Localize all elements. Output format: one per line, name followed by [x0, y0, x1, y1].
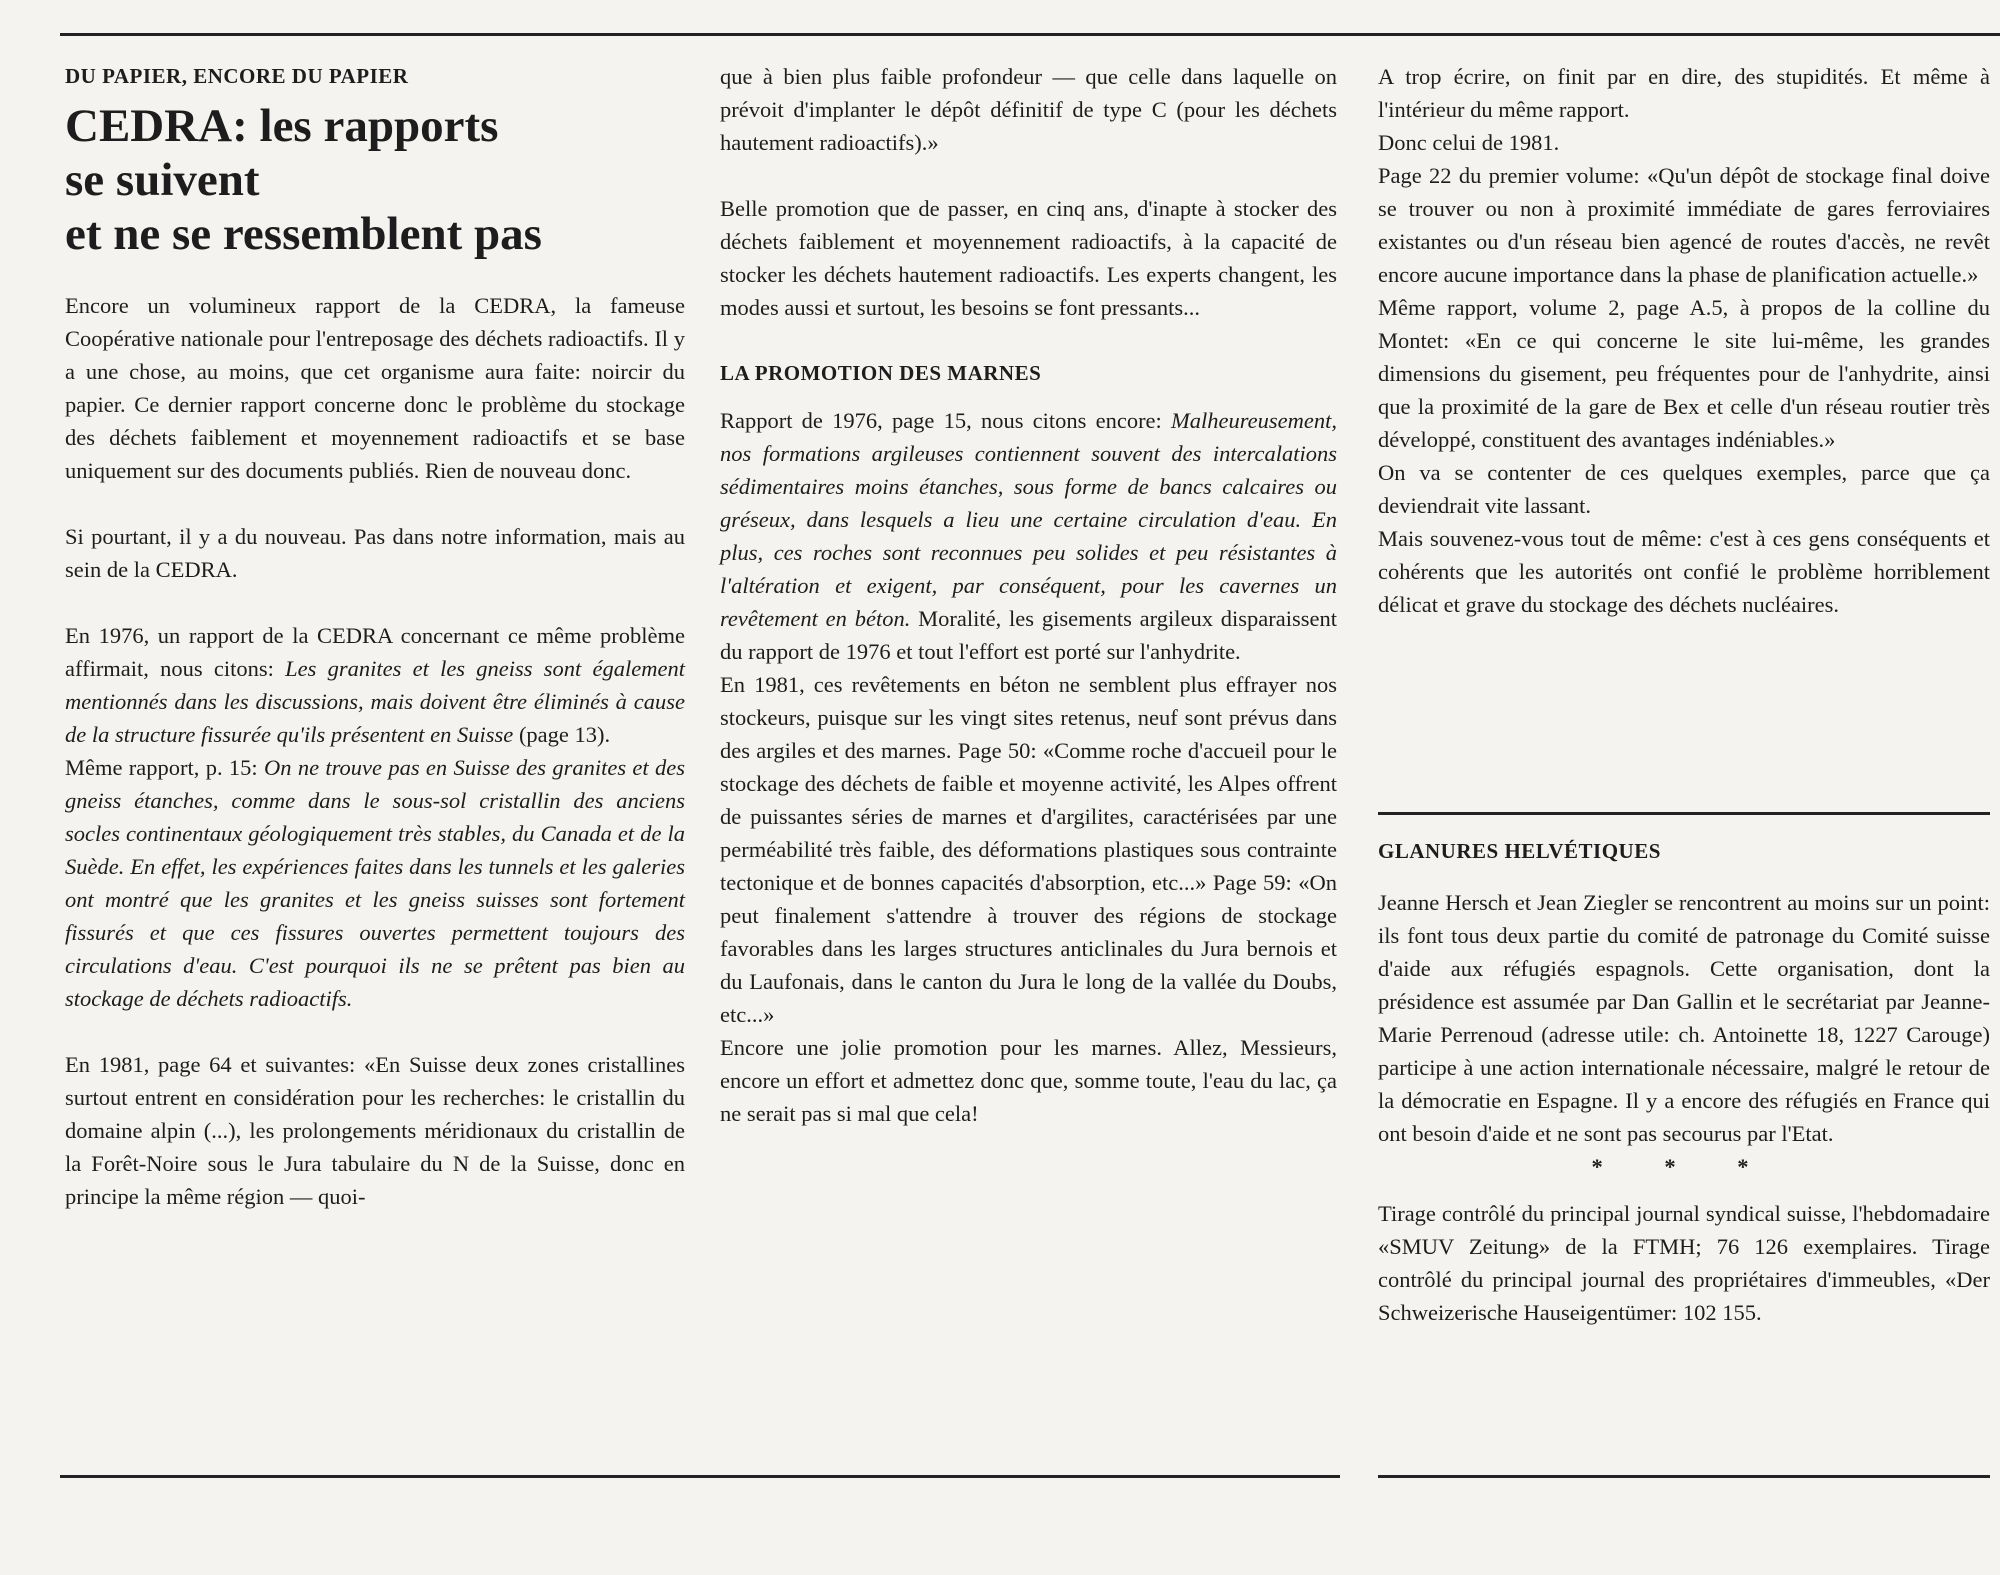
text-run: Rapport de 1976, page 15, nous citons encore:: [720, 408, 1171, 433]
paragraph: que à bien plus faible profondeur — que celle dans laquelle on prévoit d'implanter le dépôt définitif de type C (pour les déchets hautement radioactifs).»: [720, 64, 1337, 155]
headline-line: se suivent: [65, 154, 260, 206]
section-subhead: LA PROMOTION DES MARNES: [720, 361, 1042, 385]
article-column-2: [720, 60, 1337, 1130]
headline-line: CEDRA: les rapports: [65, 100, 499, 152]
bottom-rule-left: [60, 1475, 1340, 1478]
quote-italic: Les granites et les gneiss sont également mentionnés dans les discussions, mais doivent être éliminés à cause de la structure fissurée qu'ils présentent en Suisse: [65, 656, 685, 747]
quote-italic: On ne trouve pas en Suisse des granites et des gneiss étanches, comme dans le sous-sol cristallin des anciens socles continentaux géologiquement très stables, du Canada et de la Suède. En effet, les expériences faites dans les tunnels et les galeries ont montré que les granites et les gneiss suisses sont fortement fissurés et que ces fissures ouvertes permettent toujours des circulations d'eau. C'est pourquoi ils ne se prêtent pas bien au stockage de déchets radioactifs.: [65, 755, 685, 1011]
paragraph: Donc celui de 1981.: [1378, 130, 1560, 155]
stars-separator: * * *: [1591, 1154, 1777, 1179]
paragraph: Même rapport, volume 2, page A.5, à propos de la colline du Montet: «En ce qui concerne le site lui-même, les grandes dimensions du gisement, peu fréquentes pour de l'anhydrite, ainsi que la proximité de la gare de Bex et celle d'un réseau routier très développé, constituent des avantages indéniables.»: [1378, 295, 1990, 452]
paragraph: [720, 404, 1337, 668]
section-divider: [1378, 812, 1990, 815]
paragraph: A trop écrire, on finit par en dire, des stupidités. Et même à l'intérieur du même rapport.: [1378, 64, 1990, 122]
paragraph: Encore une jolie promotion pour les marnes. Allez, Messieurs, encore un effort et admettez donc que, somme toute, l'eau du lac, ça ne serait pas si mal que cela!: [720, 1035, 1337, 1126]
paragraph: En 1981, page 64 et suivantes: «En Suisse deux zones cristallines surtout entrent en considération pour les recherches: le cristallin du domaine alpin (...), les prolongements méridionaux du cristallin de la Forêt-Noire sous le Jura tabulaire du N de la Suisse, donc en principe la même région — quoi-: [65, 1052, 685, 1209]
paragraph: Page 22 du premier volume: «Qu'un dépôt de stockage final doive se trouver ou non à proximité immédiate de gares ferroviaires existantes ou d'un réseau bien agencé de routes d'accès, ne revêt encore aucune importance dans la phase de planification actuelle.»: [1378, 163, 1990, 287]
text-run: En 1976, un rapport de la CEDRA concernant ce même problème affirmait, nous citons:: [65, 623, 685, 681]
article-column-3: [1378, 60, 1990, 621]
top-rule: [60, 33, 2000, 36]
glanures-title: GLANURES HELVÉTIQUES: [1378, 839, 1661, 863]
paragraph: [65, 751, 685, 1015]
paragraph: En 1981, ces revêtements en béton ne semblent plus effrayer nos stockeurs, puisque sur les vingt sites retenus, neuf sont prévus dans des argiles et des marnes. Page 50: «Comme roche d'accueil pour le stockage des déchets de faible et moyenne activité, les Alpes offrent de puissantes séries de marnes et d'argilites, caractérisées par une perméabilité très faible, des déformations plastiques sous contrainte tectonique et de bonnes capacités d'absorption, etc...» Page 59: «On peut finalement s'attendre à trouver des régions de stockage favorables dans les larges structures anticlinales du Jura bernois et du Laufonais, dans le canton du Jura le long de la vallée du Doubs, etc...»: [720, 672, 1337, 1027]
paragraph: Encore un volumineux rapport de la CEDRA, la fameuse Coopérative nationale pour l'entreposage des déchets radioactifs. Il y a une chose, au moins, que cet organisme aura faite: noircir du papier. Ce dernier rapport concerne donc le problème du stockage des déchets faiblement et moyennement radioactifs et se base uniquement sur des documents publiés. Rien de nouveau donc.: [65, 293, 685, 483]
paragraph: [65, 619, 685, 751]
paragraph: Jeanne Hersch et Jean Ziegler se rencontrent au moins sur un point: ils font tous deux partie du comité de patronage du Comité suisse d'aide aux réfugiés espagnols. Cette organisation, dont la présidence est assumée par Dan Gallin et le secrétariat par Jeanne-Marie Perrenoud (adresse utile: ch. Antoinette 18, 1227 Carouge) participe à une action internationale nécessaire, malgré le retour de la démocratie en Espagne. Il y a encore des réfugiés en France qui ont besoin d'aide et ne sont pas secourus par l'Etat.: [1378, 890, 1990, 1146]
quote-italic: Malheureusement, nos formations argileuses contiennent souvent des intercalations sédimentaires moins étanches, sous forme de bancs calcaires ou gréseux, dans lesquels a lieu une certaine circulation d'eau. En plus, ces roches sont reconnues peu solides et peu résistantes à l'altération et exigent, par conséquent, pour les cavernes un revêtement en béton.: [720, 408, 1337, 631]
paragraph: On va se contenter de ces quelques exemples, parce que ça deviendrait vite lassant.: [1378, 460, 1990, 518]
glanures-column: [1378, 835, 1990, 1329]
bottom-rule-right: [1378, 1475, 1990, 1478]
article-headline: [65, 99, 685, 261]
paragraph: Mais souvenez-vous tout de même: c'est à ces gens conséquents et cohérents que les autorités ont confié le problème horriblement délicat et grave du stockage des déchets nucléaires.: [1378, 526, 1990, 617]
text-run: (page 13).: [513, 722, 611, 747]
paragraph: Tirage contrôlé du principal journal syndical suisse, l'hebdomadaire «SMUV Zeitung» de la FTMH; 76 126 exemplaires. Tirage contrôlé du principal journal des propriétaires d'immeubles, «Der Schweizerische Hauseigentümer: 102 155.: [1378, 1201, 1990, 1325]
article-kicker: DU PAPIER, ENCORE DU PAPIER: [65, 64, 409, 88]
text-run: Même rapport, p. 15:: [65, 755, 264, 780]
paragraph: Si pourtant, il y a du nouveau. Pas dans notre information, mais au sein de la CEDRA.: [65, 524, 685, 582]
text-run: Moralité, les gisements argileux disparaissent du rapport de 1976 et tout l'effort est porté sur l'anhydrite.: [720, 606, 1337, 664]
article-column-1: [65, 60, 685, 1213]
headline-line: et ne se ressemblent pas: [65, 208, 542, 260]
paragraph: Belle promotion que de passer, en cinq ans, d'inapte à stocker des déchets faiblement et moyennement radioactifs, à la capacité de stocker les déchets hautement radioactifs. Les experts changent, les modes aussi et surtout, les besoins se font pressants...: [720, 196, 1337, 320]
